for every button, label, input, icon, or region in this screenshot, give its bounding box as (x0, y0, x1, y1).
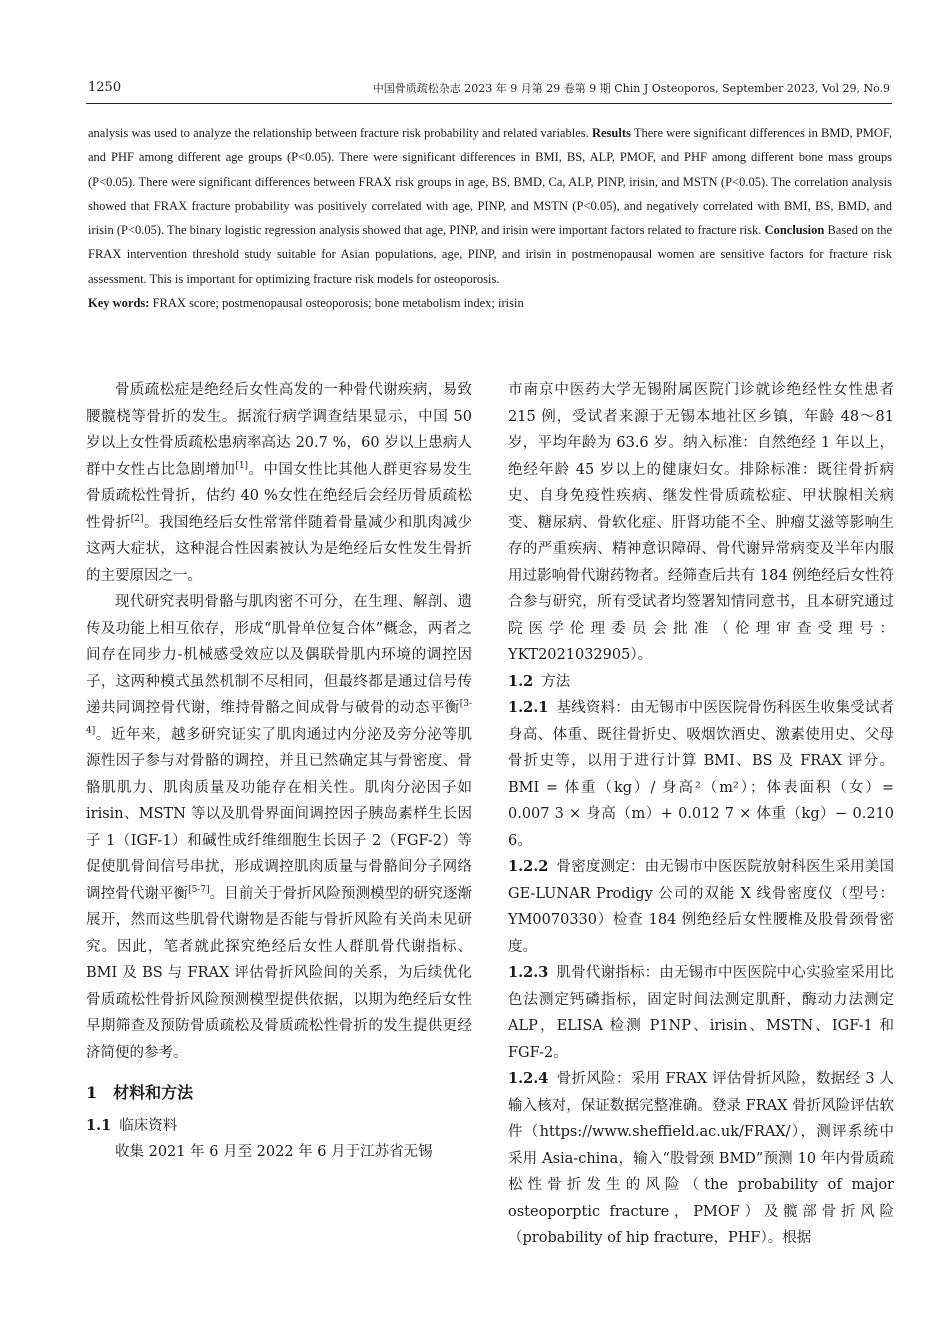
subsection-1-2-number: 1.2 (508, 672, 534, 690)
english-abstract (88, 121, 892, 315)
subsection-1-1-text: 收集 2021 年 6 月至 2022 年 6 月于江苏省无锡 (115, 1144, 433, 1160)
intro-p2-text: 现代研究表明骨骼与肌肉密不可分，在生理、解剖、遗传及功能上相互依存，形成“肌骨单位复合体”概念，两者之间存在同步力-机械感受效应以及偶联骨肌内环境的调控因子，这两种模式虽然机制不尽相同，但最终都是通过信号传递共同调控骨代谢，维持骨骼之间成骨与破骨的动态平衡 (86, 594, 472, 716)
results-text: There were significant differences in BMD, PMOF, and PHF among different age groups (P<0.05). There were significant differences in BMI, BS, ALP, PMOF, and PHF among different bone mass groups (P<0.05). There were significant differences between FRAX risk groups in age, BS, BMD, Ca, ALP, PINP, irisin, and MSTN (P<0.05). The correlation analysis showed that FRAX fracture probability was positively correlated with age, PINP, and MSTN (P<0.05), and negatively correlated with BMI, BS, BMD, and irisin (P<0.05). The binary logistic regression analysis showed that age, PINP, and irisin were important factors related to fracture risk. (88, 126, 893, 238)
keywords-text: FRAX score; postmenopausal osteoporosis; bone metabolism index; irisin (152, 296, 524, 311)
intro-p2-text-c: 。目前关于骨折风险预测模型的研究逐渐展开，然而这些肌骨代谢物是否能与骨折风险有关尚未见研究。因此，笔者就此探究绝经后女性人群肌骨代谢指标、BMI 及 BS 与 FRAX 评估骨折风险间的关系，为后续优化骨质疏松性骨折风险预测模型提供依据，以期为绝经后女性早期筛查及预防骨质疏松及骨质疏松性骨折的发生提供更经济简便的参考。 (86, 885, 473, 1061)
page-number: 1250 (88, 80, 122, 95)
subsection-1-2-4-number: 1.2.4 (508, 1070, 549, 1087)
right-column (508, 377, 894, 1252)
subsection-1-2-4-text: 骨折风险：采用 FRAX 评估骨折风险，数据经 3 人输入核对，保证数据完整准确。登录 FRAX 骨折风险评估软件（https://www.sheffield.ac.uk/FRAX/），测评系统中采用 Asia-china，输入“股骨颈 BMD”预测 10 年内骨质疏松性骨折发生的风险（the probability of major osteoporptic fracture，PMOF）及髋部骨折风险（probability of hip fracture，PHF）。根据 (508, 1071, 894, 1246)
left-column (86, 377, 472, 1166)
citation-5-7: [5-7] (188, 884, 210, 895)
intro-p1-text-b: 。中国女性比其他人群更容易发生骨质疏松性骨折，估约 40 %女性在绝经后会经历骨质疏松性骨折 (86, 461, 473, 531)
intro-paragraph-2 (86, 589, 472, 1066)
citation-1: [1] (235, 460, 249, 471)
conclusion-label: Conclusion (764, 223, 825, 238)
subsection-1-1-heading (86, 1113, 472, 1140)
subsection-1-2-2-number: 1.2.2 (508, 858, 549, 875)
keywords-label: Key words: (88, 296, 150, 311)
subsection-1-2-2 (508, 854, 894, 960)
header-divider (86, 103, 892, 104)
intro-p1-text: 骨质疏松症是绝经后女性高发的一种骨代谢疾病，易致腰髋桡等骨折的发生。据流行病学调查结果显示，中国 50 岁以上女性骨质疏松患病率高达 20.7 %，60 岁以上患病人群中女性占比急剧增加 (86, 382, 472, 478)
conclusion-text: Based on the FRAX intervention threshold study suitable for Asian populations, age, PINP, and irisin in postmenopausal women are sensitive factors for fracture risk assessment. This is important for optimizing fracture risk models for osteoporosis. (88, 223, 893, 286)
subsection-1-2-3-number: 1.2.3 (508, 964, 549, 981)
intro-p2-text-b: 。近年来，越多研究证实了肌肉通过内分泌及旁分泌等肌源性因子参与对骨骼的调控，并且已然确定其与骨密度、骨骼肌肌力、肌肉质量及功能存在相关性。肌肉分泌因子如 irisin、MSTN 等以及肌骨界面间调控因子胰岛素样生长因子 1（IGF-1）和碱性成纤维细胞生长因子 2（FGF-2）等促使肌骨间信号串扰，形成调控肌肉质量与骨骼间分子网络调控骨代谢平衡 (86, 726, 472, 902)
section-1-heading: 1 材料和方法 (86, 1083, 194, 1102)
subsection-1-2-1-number: 1.2.1 (508, 699, 549, 716)
subsection-1-2-1-text: 基线资料：由无锡市中医医院骨伤科医生收集受试者身高、体重、既往骨折史、吸烟饮酒史、激素使用史、父母骨折史等，以用于进行计算 BMI、BS 及 FRAX 评分。BMI = 体重（kg）/ 身高²（m²）；体表面积（女）= 0.007 3 × 身高（m）+ 0.012 7 × 体重（kg）− 0.210 6。 (508, 700, 894, 849)
citation-2: [2] (130, 513, 144, 524)
subsection-1-2-2-text: 骨密度测定：由无锡市中医医院放射科医生采用美国 GE-LUNAR Prodigy 公司的双能 X 线骨密度仪（型号：YM0070330）检查 184 例绝经后女性腰椎及股骨颈骨密度。 (508, 859, 894, 955)
clinical-data-continuation: 市南京中医药大学无锡附属医院门诊就诊绝经性女性患者 215 例，受试者来源于无锡本地社区乡镇，年龄 48～81 岁，平均年龄为 63.6 岁。纳入标准：自然绝经 1 年以上，绝经年龄 45 岁以上的健康妇女。排除标准：既往骨折病史、自身免疫性疾病、继发性骨质疏松症、甲状腺相关病变、糖尿病、骨软化症、肝肾功能不全、肿瘤艾滋等影响生存的严重疾病、精神意识障碍、骨代谢异常病变及半年内服用过影响骨代谢药物者。经筛查后共有 184 例绝经后女性符合参与研究，所有受试者均签署知情同意书，且本研究通过院医学伦理委员会批准（伦理审查受理号：YKT2021032905）。 (508, 382, 894, 663)
citation-3-4: [3-4] (86, 699, 472, 736)
page-header (88, 80, 890, 100)
intro-p1-text-c: 。我国绝经后女性常常伴随着骨量减少和肌肉减少这两大症状，这种混合性因素被认为是绝经后女性发生骨折的主要原因之一。 (86, 514, 473, 584)
subsection-1-1-title: 临床资料 (119, 1117, 178, 1134)
subsection-1-2-4 (508, 1066, 894, 1252)
subsection-1-2-3 (508, 960, 894, 1066)
journal-running-head: 中国骨质疏松杂志 2023 年 9 月第 29 卷第 9 期 Chin J Osteoporos, September 2023, Vol 29, No.9 (372, 82, 890, 95)
results-label: Results (591, 126, 631, 140)
subsection-1-2-title: 方法 (541, 673, 571, 690)
subsection-1-2-heading (508, 669, 894, 696)
keywords-line (88, 291, 892, 315)
methods-tail: analysis was used to analyze the relationship between fracture risk probability and related variables. (88, 126, 589, 140)
subsection-1-1-number: 1.1 (86, 1116, 112, 1134)
subsection-1-2-1 (508, 695, 894, 854)
subsection-1-2-3-text: 肌骨代谢指标：由无锡市中医医院中心实验室采用比色法测定钙磷指标，固定时间法测定肌酐，酶动力法测定 ALP，ELISA 检测 P1NP、irisin、MSTN、IGF-1 和 FGF-2。 (508, 965, 894, 1061)
abstract-body (88, 121, 892, 291)
intro-paragraph-1 (86, 377, 472, 589)
